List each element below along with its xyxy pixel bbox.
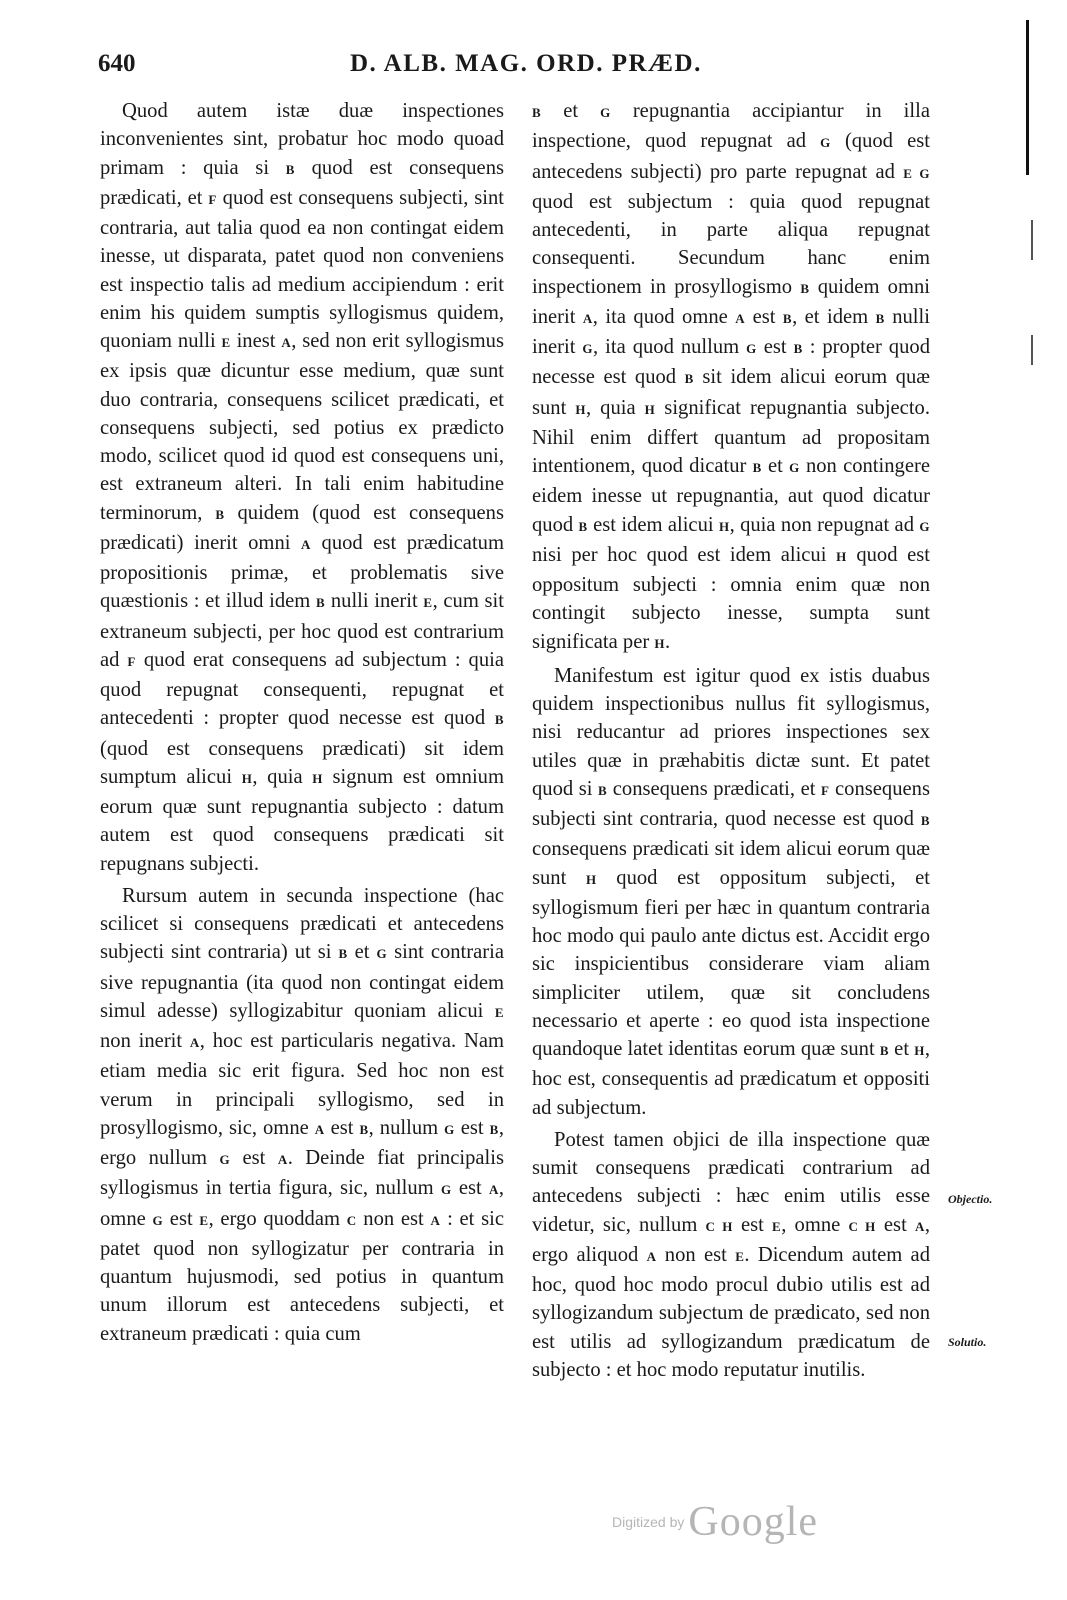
term-letter: B (752, 460, 762, 475)
term-letter: G (600, 105, 611, 120)
margin-note-solutio: Solutio. (948, 1335, 987, 1349)
term-letter: B (532, 105, 542, 120)
term-letter: C (346, 1212, 357, 1228)
paragraph: Manifestum est igitur quod ex istis duabus quidem inspectionibus nullus fit syllogismus, nisi reducantur ad priores inspectiones sex utiles quæ in præhabitis dictæ sunt. Et patet quod si B consequens prædicati, et F consequens subjecti sint contraria, quod necesse est quod B consequens prædicati sit idem alicui eorum quæ sunt H quod est oppositum subjecti, et syllogismum fieri per hæc in quantum contraria hoc modo qui paulo ante dictus est. Accidit ergo sic inspicientibus considerare viam aliam simpliciter utilem, quæ sit concludens necessario et aperte : eo quod ista inspectione quandoque latet identitas eorum quæ sunt B et H, hoc est, consequentis ad prædicatum et oppositi ad subjectum. (532, 664, 930, 1119)
margin-note-objectio: Objectio. (948, 1192, 993, 1206)
term-letter: G (444, 1121, 455, 1137)
term-letter: H (586, 871, 597, 887)
term-letter: B (875, 310, 885, 326)
term-letter: F (208, 191, 217, 207)
term-letter: A (646, 1248, 657, 1264)
digitized-watermark (612, 1498, 818, 1546)
term-letter: B (920, 813, 930, 828)
term-letter: A (735, 310, 746, 326)
term-letter: F (127, 653, 136, 669)
term-letter: B (489, 1121, 499, 1137)
term-letter: G (376, 946, 388, 962)
term-letter: B (215, 506, 225, 522)
page-edge-mark (1031, 335, 1033, 365)
term-letter: E (423, 595, 433, 611)
term-letter: B (285, 161, 295, 177)
term-letter: A (277, 1152, 288, 1167)
term-letter: A (314, 1121, 325, 1137)
term-letter: H (718, 518, 730, 534)
term-letter: B (879, 1043, 890, 1058)
term-letter: A (281, 335, 292, 350)
term-letter: B (782, 310, 793, 326)
term-letter: G (219, 1152, 231, 1167)
term-letter: B (598, 782, 608, 798)
term-letter: G (919, 518, 930, 534)
term-letter: E (221, 335, 231, 350)
term-letter: H (312, 770, 323, 786)
paragraph: Potest tamen objici de illa inspectione quæ sumit consequens prædicati contrarium ad antecedens subjecti : hæc enim utilis esse videtur, sic, nullum C H est E, omne C H est A, ergo aliquod A non est E. Dicendum autem ad hoc, quod hoc modo procul dubio utilis est ad syllogizandum subjectum de prædicato, sed non est utilis ad syllogizandum prædicatum de subjecto : et hoc modo reputatur inutilis. (532, 1128, 931, 1381)
paragraph: B et G repugnantia accipiantur in illa inspectione, quod repugnat ad G (quod est antecedens subjecti) pro parte repugnat ad E G quod est subjectum : quia quod repugnat antecedenti, in parte aliqua repugnat consequenti. Secundum hanc enim inspectionem in prosyllogismo B quidem omni inerit A, ita quod omne A est B, et idem B nulli inerit G, ita quod nullum G est B : propter quod necesse est quod B sit idem alicui eorum quæ sunt H, quia H significat repugnantia subjecto. Nihil enim differt quantum ad propositam intentionem, quod dicatur B et G non contingere eidem inesse ut repugnantia, aut quod dicatur quod B est idem alicui H, quia non repugnat ad G nisi per hoc quod est idem alicui H quod est oppositum subjecti : omnia enim quæ non contingit subjecto inesse, sumpta sunt significata per H. (532, 100, 931, 653)
paragraph: Rursum autem in secunda inspectione (hac scilicet si consequens prædicati et antecedens subjecti sint contraria) ut si B et G sint contraria sive repugnantia (ita quod non contingat eidem simul adesse) syllogizabitur quoniam alicui E non inerit A, hoc est particularis negativa. Nam etiam media sic erit figura. Sed hoc non est verum in principali syllogismo, sed in prosyllogismo, sic, omne A est B, nullum G est B, ergo nullum G est A. Deinde fiat principalis syllogismus in tertia figura, sic, nullum G est A, omne G est E, ergo quoddam C non est A : et sic patet quod non syllogizatur per contraria in quantum hujusmodi, sed potius in quantum unum illorum est antecedens subjecti, et extraneum prædicati : quia cum (100, 884, 504, 1345)
term-letter: H (836, 548, 847, 564)
term-letter: G (582, 341, 594, 356)
term-letter: F (821, 782, 830, 798)
term-letter: G (820, 135, 831, 151)
page-edge-mark (1031, 220, 1033, 260)
term-letter: H (241, 770, 253, 786)
term-letter: A (189, 1035, 200, 1050)
term-letter: G (789, 460, 800, 475)
term-letter: E (772, 1218, 782, 1234)
term-letter: E (494, 1004, 504, 1020)
google-logo: Google (688, 1499, 819, 1545)
term-letter: B (338, 946, 348, 962)
term-letter: A (430, 1212, 441, 1228)
term-letter: B (793, 341, 803, 356)
term-letter: H (575, 401, 586, 417)
term-letter: B (800, 280, 810, 296)
term-letter: C H (705, 1218, 733, 1234)
term-letter: H (914, 1043, 925, 1058)
term-letter: B (494, 712, 504, 728)
term-letter: E (199, 1212, 209, 1228)
term-letter: B (578, 518, 588, 534)
term-letter: E G (903, 165, 930, 181)
term-letter: A (914, 1218, 925, 1234)
term-letter: B (684, 371, 694, 387)
term-letter: H (654, 635, 665, 651)
paragraph: Quod autem istæ duæ inspectiones inconvenientes sint, probatur hoc modo quoad primam : quia si B quod est consequens prædicati, et F quod est consequens subjecti, sint contraria, aut talia quod ea non contingat eidem inesse, ut disparata, patet quod non conveniens est inspectio talis ad medium accipiendum : erit enim his quidem sumptis syllogismus quidem, quoniam nulli E inest A, sed non erit syllogismus ex ipsis quæ dicuntur esse medium, quæ sunt duo contraria, consequens scilicet prædicati, et consequens subjecti, sed potius ex prædicto modo, scilicet quod id quod est consequens uni, est extraneum alteri. In tali enim habitudine terminorum, B quidem (quod est consequens prædicati) inerit omni A quod est prædicatum propositionis primæ, et problematis sive quæstionis : et illud idem B nulli inerit E, cum sit extraneum subjecti, per hoc quod est contrarium ad F quod erat consequens ad subjectum : quia quod repugnat consequenti, repugnat et antecedenti : propter quod necesse est quod B (quod est consequens prædicati) sit idem sumptum alicui H, quia H signum est omnium eorum quæ sunt repugnantia subjecto : datum autem est quod consequens prædicati sit repugnans subjecti. (100, 100, 504, 875)
term-letter: B (316, 595, 326, 611)
page-number: 640 (98, 50, 136, 77)
term-letter: A (582, 310, 593, 326)
term-letter: G (440, 1182, 452, 1198)
term-letter: A (301, 536, 311, 552)
term-letter: G (152, 1212, 164, 1228)
left-column (100, 97, 504, 1352)
term-letter: H (644, 401, 656, 417)
term-letter: E (735, 1248, 745, 1264)
term-letter: B (359, 1121, 369, 1137)
page-edge-line (1026, 20, 1029, 175)
term-letter: A (488, 1182, 499, 1198)
watermark-small-text: Digitized by (612, 1514, 685, 1530)
running-head: D. ALB. MAG. ORD. PRÆD. (350, 50, 702, 77)
term-letter: G (746, 341, 757, 356)
term-letter: C H (848, 1218, 876, 1234)
right-column (532, 97, 930, 1388)
